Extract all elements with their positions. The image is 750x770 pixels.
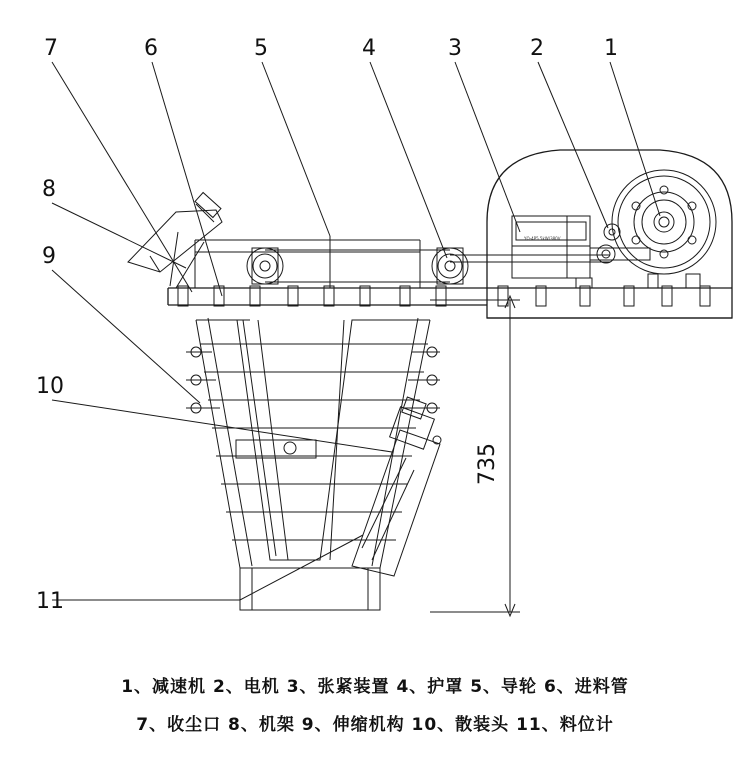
callout-8: 8 — [42, 177, 56, 202]
legend-line-2: 7、收尘口 8、机架 9、伸缩机构 10、散装头 11、料位计 — [136, 715, 614, 735]
legend-line-1: 1、减速机 2、电机 3、张紧装置 4、护罩 5、导轮 6、进料管 — [121, 677, 629, 697]
callout-7: 7 — [44, 36, 58, 61]
callout-2: 2 — [530, 36, 544, 61]
callout-10: 10 — [36, 374, 64, 399]
callout-9: 9 — [42, 244, 56, 269]
callout-3: 3 — [448, 36, 462, 61]
motor-plate-text: YQ-4P5.5kW/380V — [524, 236, 561, 241]
callout-4: 4 — [362, 36, 376, 61]
callout-11: 11 — [36, 589, 64, 614]
callout-5: 5 — [254, 36, 268, 61]
callout-1: 1 — [604, 36, 618, 61]
callout-6: 6 — [144, 36, 158, 61]
dimension-value: 735 — [475, 443, 500, 485]
